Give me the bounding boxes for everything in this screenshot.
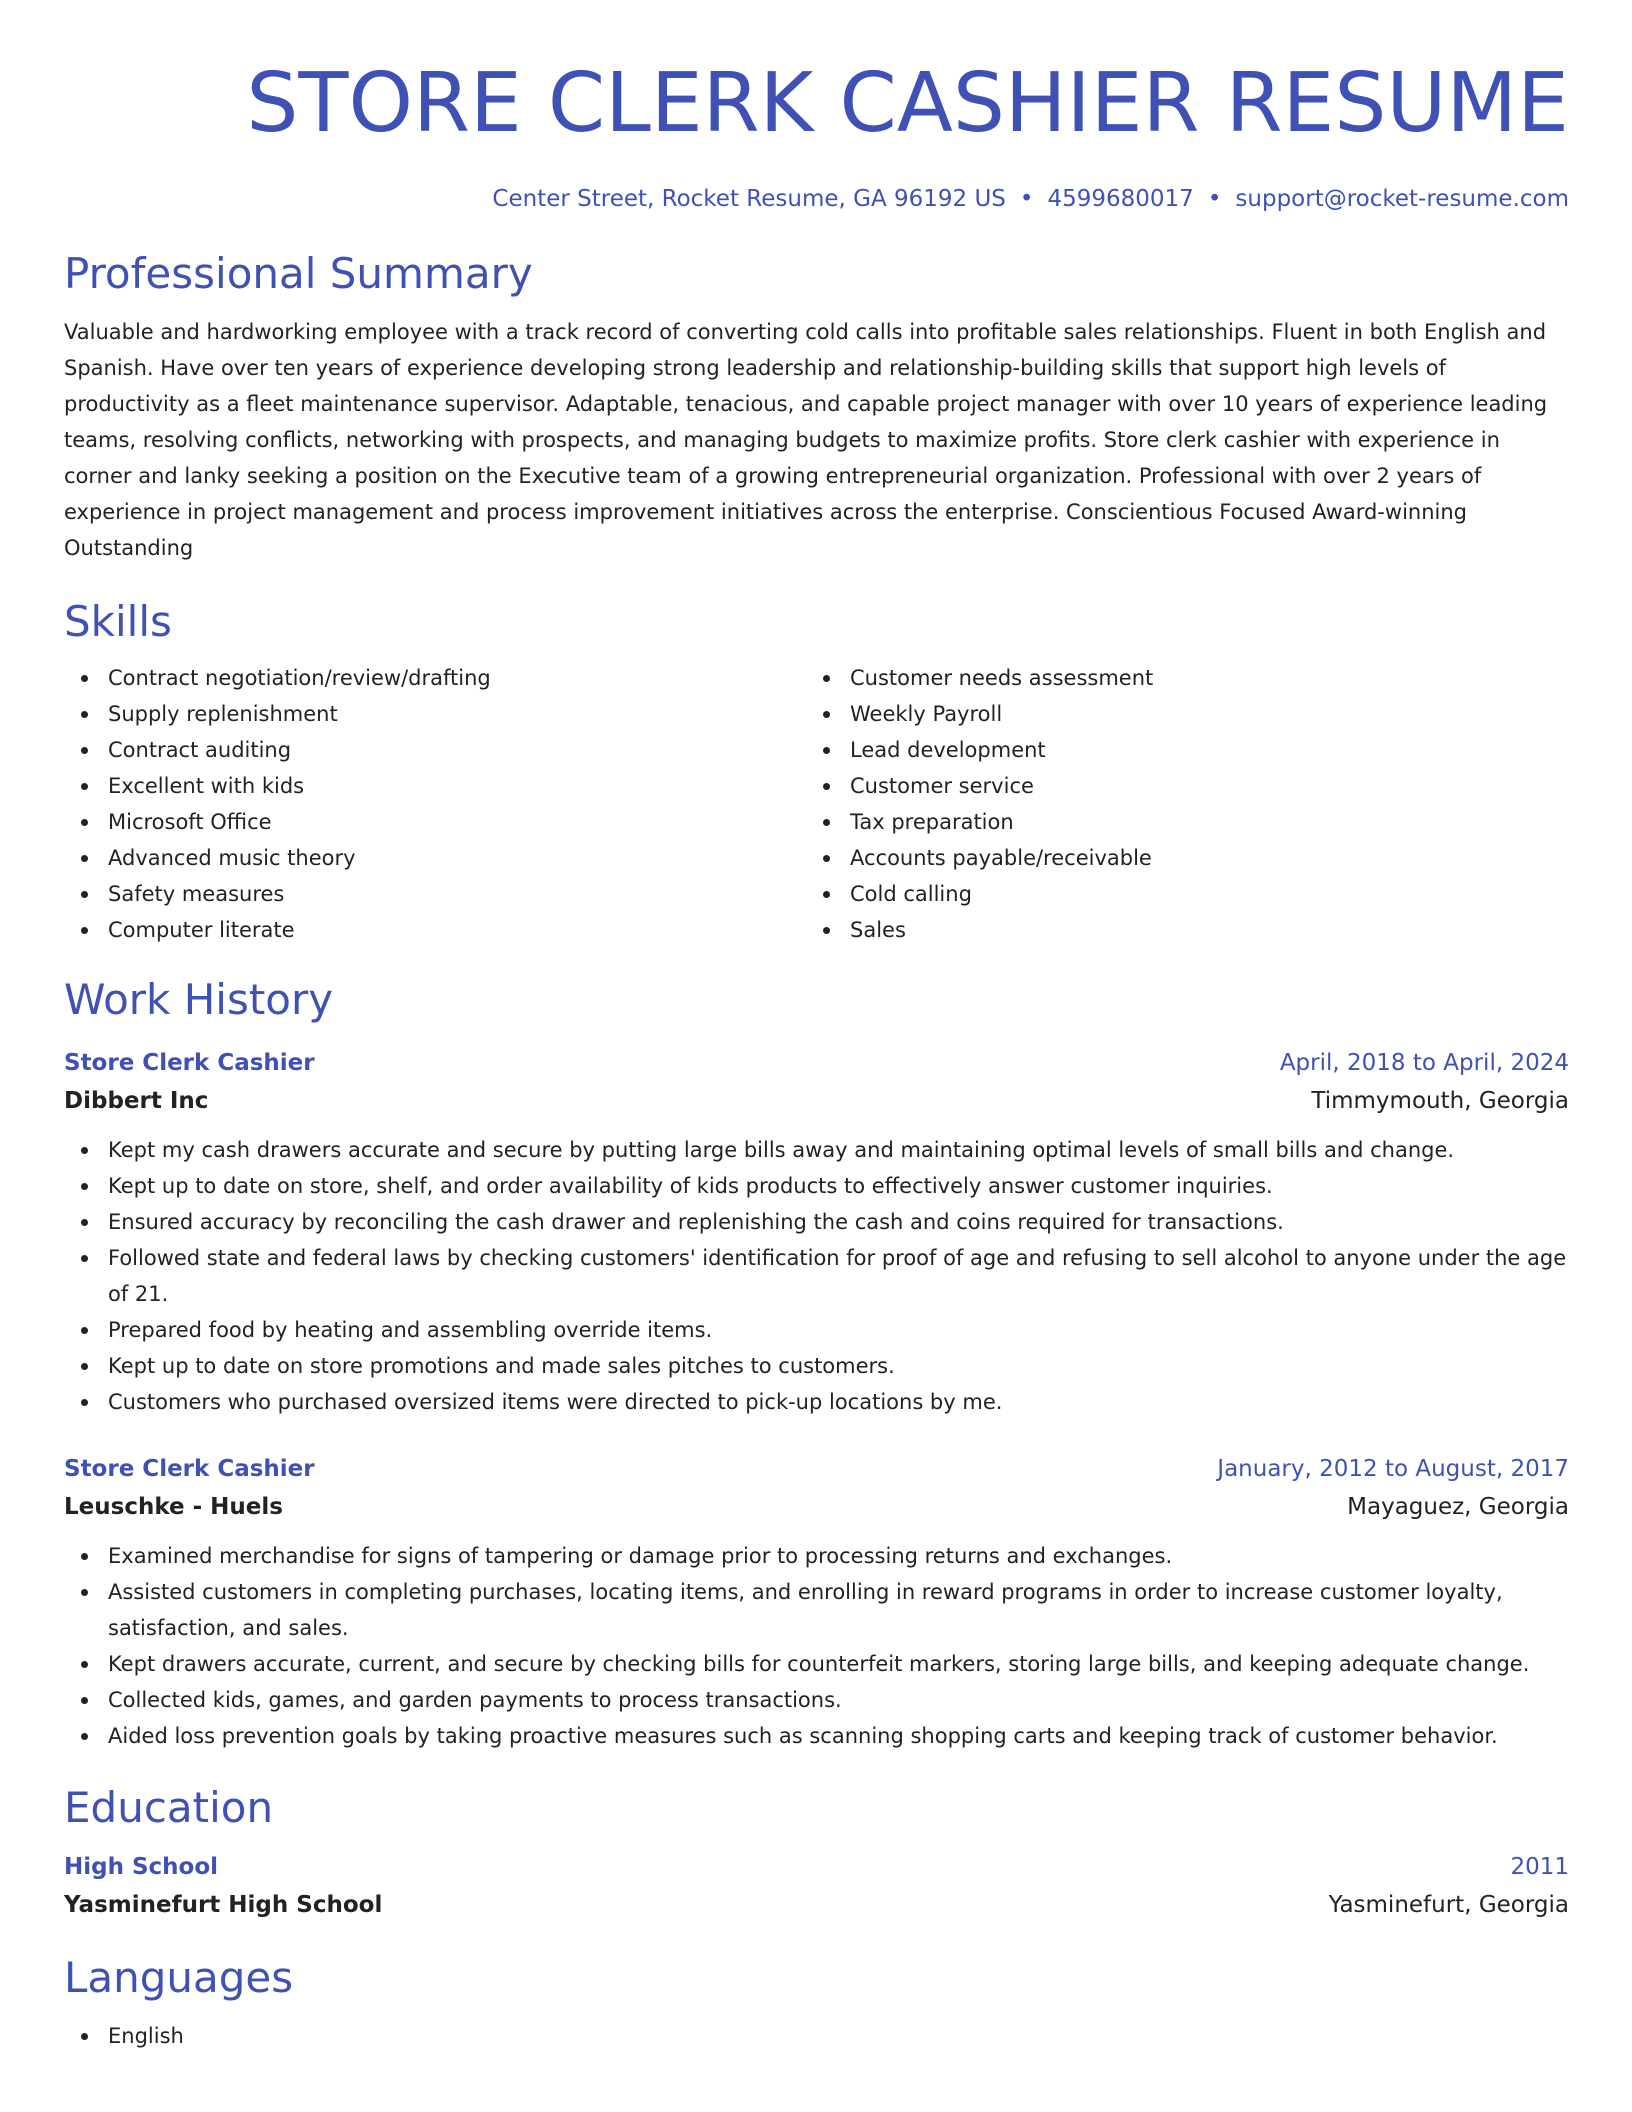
job-bullets	[64, 1538, 1569, 1754]
job-entry	[64, 1044, 1569, 1420]
job-location: Mayaguez, Georgia	[1347, 1494, 1569, 1520]
job-bullet: Prepared food by heating and assembling override items.	[64, 1312, 1569, 1348]
job-dates: April, 2018 to April, 2024	[1279, 1050, 1569, 1076]
job-company: Leuschke - Huels	[64, 1494, 283, 1520]
education-entry	[64, 1848, 1569, 1924]
job-bullet: Kept up to date on store, shelf, and order availability of kids products to effectively answer customer inquiries.	[64, 1168, 1569, 1204]
education-header-row	[64, 1848, 1569, 1886]
job-header-row	[64, 1450, 1569, 1488]
skill-item: Customer service	[806, 768, 1548, 804]
skill-item: Weekly Payroll	[806, 696, 1548, 732]
skill-item: Contract auditing	[64, 732, 806, 768]
skill-item: Supply replenishment	[64, 696, 806, 732]
job-bullet: Kept my cash drawers accurate and secure by putting large bills away and maintaining optimal levels of small bills and change.	[64, 1132, 1569, 1168]
job-bullet: Ensured accuracy by reconciling the cash drawer and replenishing the cash and coins required for transactions.	[64, 1204, 1569, 1240]
job-bullet: Kept up to date on store promotions and made sales pitches to customers.	[64, 1348, 1569, 1384]
job-bullet: Aided loss prevention goals by taking proactive measures such as scanning shopping carts and keeping track of customer behavior.	[64, 1718, 1569, 1754]
skill-item: Cold calling	[806, 876, 1548, 912]
skills-column-left	[64, 660, 806, 948]
skill-item: Computer literate	[64, 912, 806, 948]
contact-line	[64, 184, 1569, 214]
contact-email[interactable]: support@rocket-resume.com	[1235, 186, 1569, 212]
languages-heading: Languages	[64, 1953, 294, 2002]
job-location: Timmymouth, Georgia	[1311, 1088, 1569, 1114]
job-title: Store Clerk Cashier	[64, 1050, 315, 1076]
job-bullet: Collected kids, games, and garden payments to process transactions.	[64, 1682, 1569, 1718]
skill-item: Tax preparation	[806, 804, 1548, 840]
job-bullet: Followed state and federal laws by checking customers' identification for proof of age and refusing to sell alcohol to anyone under the age of 21.	[64, 1240, 1569, 1312]
education-degree: High School	[64, 1854, 219, 1880]
work-history-heading: Work History	[64, 975, 334, 1024]
job-bullet: Assisted customers in completing purchases, locating items, and enrolling in reward programs in order to increase customer loyalty, satisfaction, and sales.	[64, 1574, 1569, 1646]
education-heading: Education	[64, 1783, 274, 1832]
contact-separator: •	[1207, 186, 1222, 212]
job-title: Store Clerk Cashier	[64, 1456, 315, 1482]
contact-separator: •	[1019, 186, 1034, 212]
education-year: 2011	[1510, 1854, 1569, 1880]
job-header-row	[64, 1044, 1569, 1082]
languages-list	[64, 2018, 1569, 2054]
education-school-row	[64, 1886, 1569, 1924]
skills-list	[64, 660, 1569, 948]
skill-item: Safety measures	[64, 876, 806, 912]
skill-item: Accounts payable/receivable	[806, 840, 1548, 876]
job-company-row	[64, 1488, 1569, 1526]
job-bullets	[64, 1132, 1569, 1420]
summary-heading: Professional Summary	[64, 249, 533, 298]
job-entry	[64, 1450, 1569, 1754]
job-company-row	[64, 1082, 1569, 1120]
contact-phone: 4599680017	[1047, 186, 1194, 212]
skill-item: Microsoft Office	[64, 804, 806, 840]
job-company: Dibbert Inc	[64, 1088, 209, 1114]
skills-column-right	[806, 660, 1548, 948]
job-dates: January, 2012 to August, 2017	[1217, 1456, 1569, 1482]
skill-item: Sales	[806, 912, 1548, 948]
summary-text: Valuable and hardworking employee with a track record of converting cold calls into profitable sales relationships. Fluent in both English and Spanish. Have over ten years of experience developing strong leadership and relationship-building skills that support high levels of productivity as a fleet maintenance supervisor. Adaptable, tenacious, and capable project manager with over 10 years of experience leading teams, resolving conflicts, networking with prospects, and managing budgets to maximize profits. Store clerk cashier with experience in corner and lanky seeking a position on the Executive team of a growing entrepreneurial organization. Professional with over 2 years of experience in project management and process improvement initiatives across the enterprise. Conscientious Focused Award-winning Outstanding	[64, 320, 1548, 560]
skill-item: Contract negotiation/review/drafting	[64, 660, 806, 696]
education-school: Yasminefurt High School	[64, 1892, 383, 1918]
skills-heading: Skills	[64, 597, 172, 646]
skill-item: Excellent with kids	[64, 768, 806, 804]
skill-item: Lead development	[806, 732, 1548, 768]
education-location: Yasminefurt, Georgia	[1328, 1892, 1569, 1918]
job-bullet: Examined merchandise for signs of tampering or damage prior to processing returns and exchanges.	[64, 1538, 1569, 1574]
contact-address: Center Street, Rocket Resume, GA 96192 US	[492, 186, 1006, 212]
skill-item: Customer needs assessment	[806, 660, 1548, 696]
skill-item: Advanced music theory	[64, 840, 806, 876]
resume-title: STORE CLERK CASHIER RESUME	[246, 56, 1569, 151]
job-bullet: Kept drawers accurate, current, and secure by checking bills for counterfeit markers, storing large bills, and keeping adequate change.	[64, 1646, 1569, 1682]
job-bullet: Customers who purchased oversized items were directed to pick-up locations by me.	[64, 1384, 1569, 1420]
language-item: English	[64, 2018, 1569, 2054]
resume-page	[64, 0, 1569, 2054]
